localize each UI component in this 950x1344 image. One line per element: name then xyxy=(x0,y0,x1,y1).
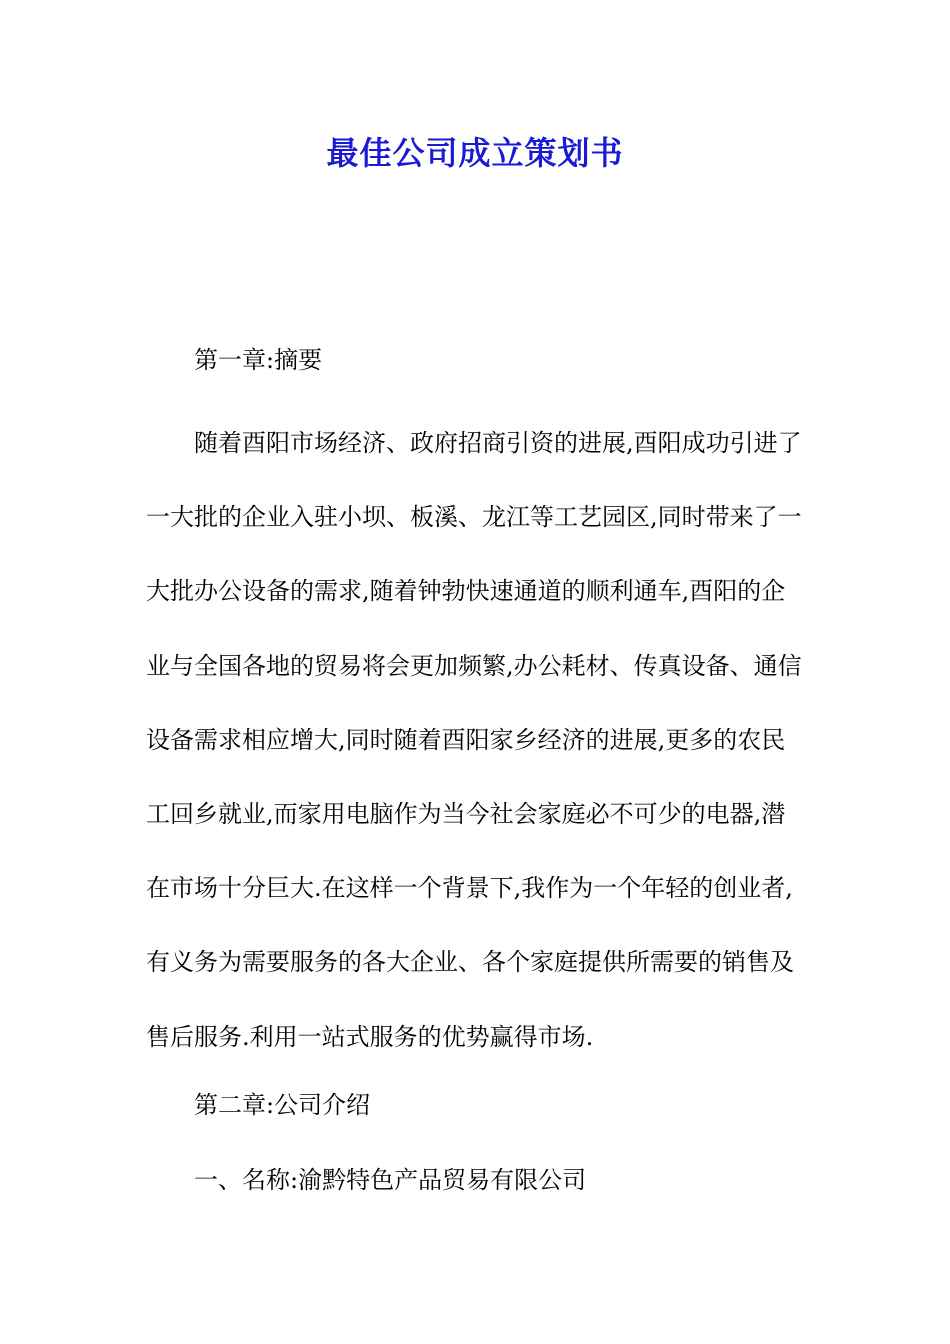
document-title: 最佳公司成立策划书 xyxy=(326,134,624,172)
paragraph-line: 工回乡就业,而家用电脑作为当今社会家庭必不可少的电器,潜 xyxy=(146,800,786,829)
paragraph-line: 有义务为需要服务的各大企业、各个家庭提供所需要的销售及 xyxy=(146,948,794,977)
paragraph-line: 大批办公设备的需求,随着钟勃快速通道的顺利通车,酉阳的企 xyxy=(146,577,786,606)
paragraph-line: 业与全国各地的贸易将会更加频繁,办公耗材、传真设备、通信 xyxy=(146,651,802,680)
paragraph-line: 售后服务.利用一站式服务的优势赢得市场. xyxy=(146,1022,594,1051)
company-name-item: 一、名称:渝黔特色产品贸易有限公司 xyxy=(194,1166,587,1194)
chapter2-heading: 第二章:公司介绍 xyxy=(194,1091,371,1119)
chapter1-paragraph xyxy=(146,406,806,1074)
paragraph-line: 一大批的企业入驻小坝、板溪、龙江等工艺园区,同时带来了一 xyxy=(146,503,802,532)
paragraph-line: 设备需求相应增大,同时随着酉阳家乡经济的进展,更多的农民 xyxy=(146,725,786,754)
chapter1-heading: 第一章:摘要 xyxy=(194,346,323,374)
paragraph-line: 在市场十分巨大.在这样一个背景下,我作为一个年轻的创业者, xyxy=(146,874,793,903)
paragraph-line: 随着酉阳市场经济、政府招商引资的进展,酉阳成功引进了 xyxy=(194,429,802,457)
